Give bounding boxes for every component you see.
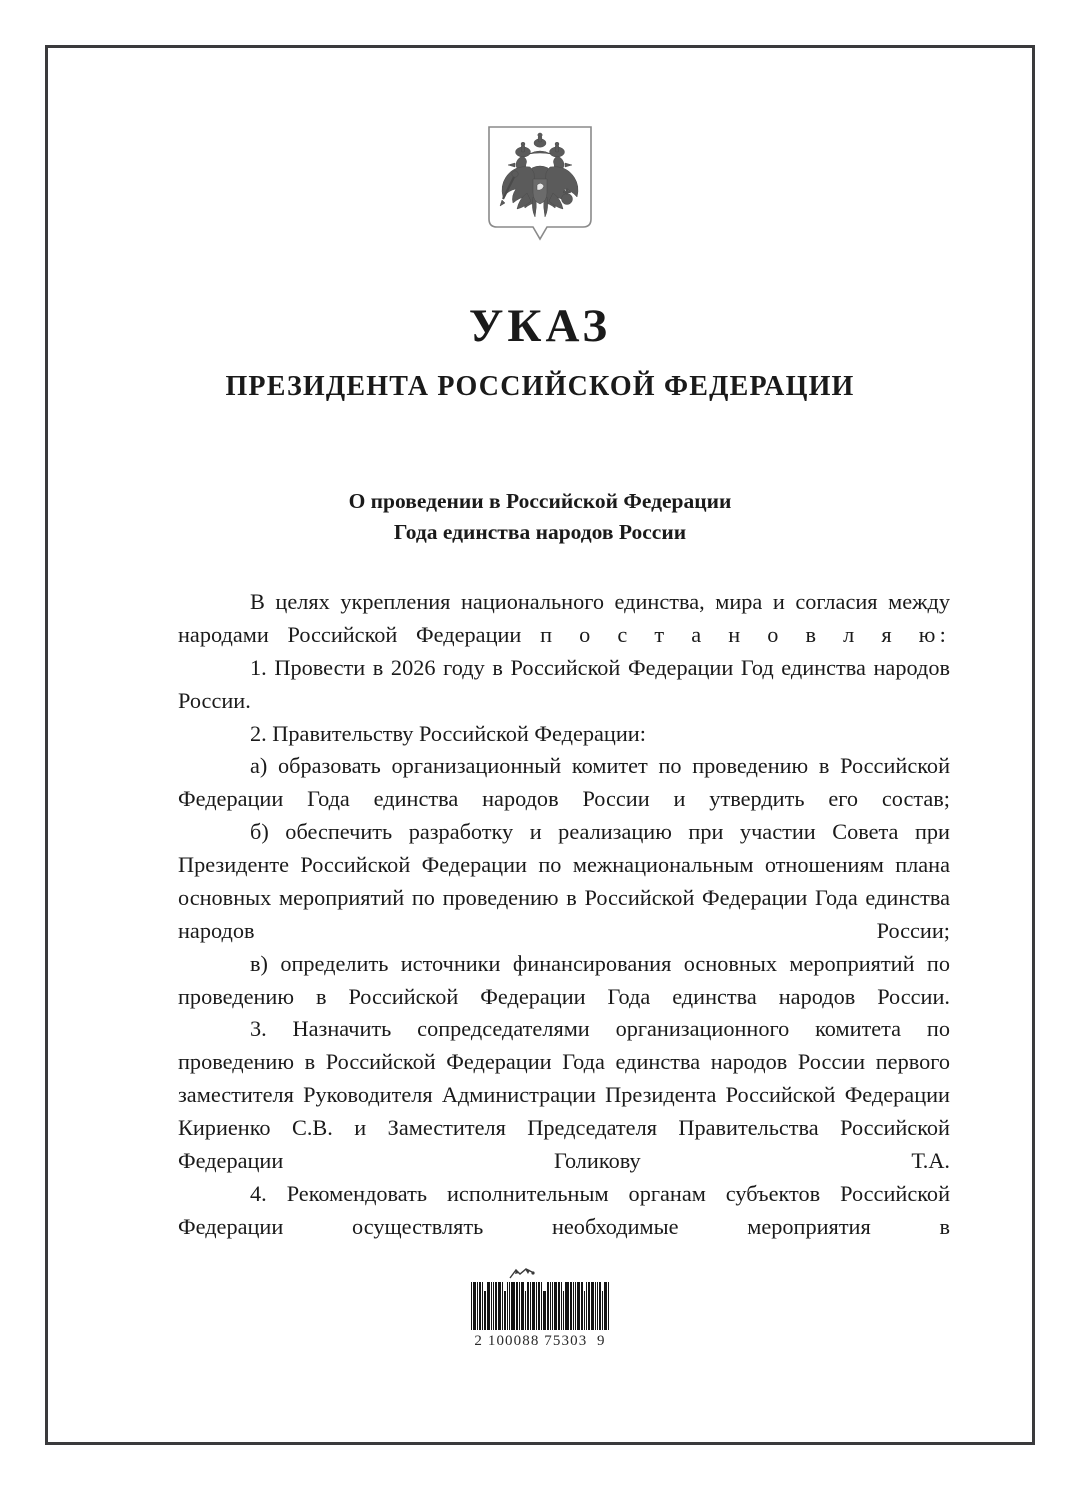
barcode-block (48, 1267, 1032, 1350)
document-title: УКАЗ (468, 300, 612, 352)
barcode-number: 2 100088 75303 9 (474, 1333, 606, 1349)
document-body (178, 586, 950, 1244)
barcode-top-mark-icon (507, 1267, 537, 1281)
paragraph-preamble (178, 586, 950, 652)
document-page (45, 45, 1035, 1445)
paragraph-item-1: 1. Провести в 2026 году в Российской Федерации Год единства народов России. (178, 654, 950, 713)
heading-line-1: О проведении в Российской Федерации (348, 489, 732, 513)
paragraph-item-2b: б) обеспечить разработку и реализацию при участии Совета при Президенте Российской Федерации по межнациональным отношениям плана основных мероприятий по проведению в Российской Федерации Года единства народов России; (178, 819, 950, 943)
barcode-bars (471, 1282, 610, 1330)
paragraph-item-3: 3. Назначить сопредседателями организационного комитета по проведению в Российской Федерации Года единства народов России первого заместителя Руководителя Администрации Президента Российской Федерации Кириенко С.В. и Заместителя Председателя Правительства Российской Федерации Голикову Т.А. (178, 1016, 950, 1173)
document-subtitle: ПРЕЗИДЕНТА РОССИЙСКОЙ ФЕДЕРАЦИИ (225, 371, 855, 402)
paragraph-item-2a: а) образовать организационный комитет по проведению в Российской Федерации Года единства народов России и утвердить его состав; (178, 753, 950, 812)
paragraph-item-4: 4. Рекомендовать исполнительным органам субъектов Российской Федерации осуществлять необходимые мероприятия в (178, 1180, 950, 1239)
russian-coat-of-arms-icon (485, 123, 595, 251)
heading-line-2: Года единства народов России (393, 519, 687, 544)
document-heading (178, 486, 902, 547)
preamble-text: В целях укрепления национального единства, мира и согласия между народами Российской Федерации (178, 589, 950, 647)
paragraph-item-2: 2. Правительству Российской Федерации: (250, 720, 646, 746)
coat-of-arms-block (48, 123, 1032, 251)
postanovlyayu-emphasis: п о с т а н о в л я ю: (540, 621, 950, 647)
paragraph-item-2v: в) определить источники финансирования основных мероприятий по проведению в Российской Федерации Года единства народов России. (178, 950, 950, 1009)
